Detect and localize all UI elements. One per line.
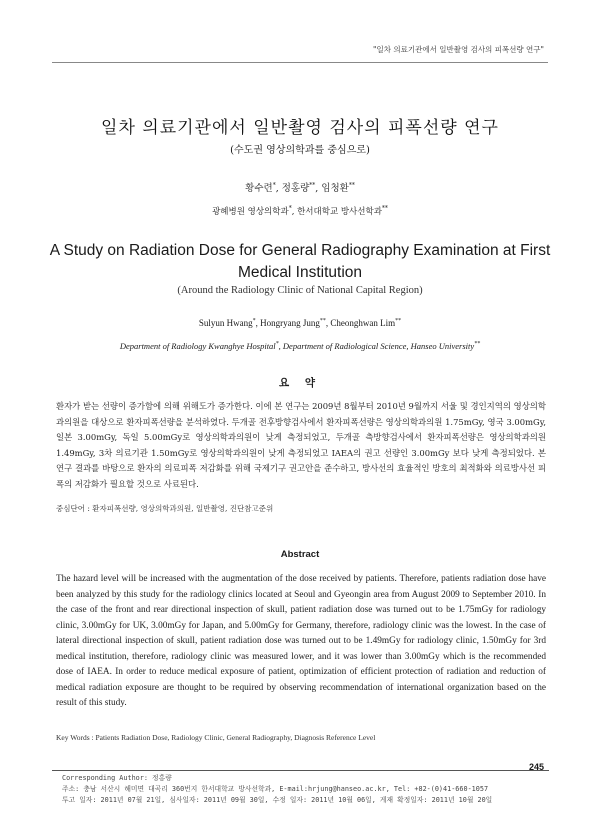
english-keywords: Key Words : Patients Radiation Dose, Radiology Clinic, General Radiography, Diagnosis Reference Level (56, 733, 376, 742)
affiliation-mark: ** (474, 341, 481, 348)
affiliation-mark: * (275, 341, 279, 348)
affiliation-name: Department of Radiological Science, Hanseo University (282, 341, 475, 351)
english-abstract-body: The hazard level will be increased with the augmentation of the dose received by patients. Therefore, patients radiation dose have been analyzed by this study for the radiology clinics located at Seoul and Gyeongin area from August 2009 to September 2010. In the case of the front and rear directional inspection of skull, patient radiation dose was turned out to be 1.75mGy for radiology clinic, 3.00mGy for UK, 3.00mGy for Japan, and 5.00mGy for Germany, therefore, radiology clinic was the lowest. In the case of lateral directional inspection of skull, patient radiation dose was turned out to be 1.49mGy for radiology clinic, 1.50mGy for 3rd medical institution, therefore, radiology clinic was measured lower, and it was lower than 3.00mGy which is the recommended dose of IAEA. In order to reduce medical exposure of patient, optimization of efficient protection of radiation and reduction of medical radiation exposure are thought to be required by observing recommendation of international organization based on the result of this study. (56, 574, 546, 708)
author-name: 정홍량 (281, 183, 310, 194)
korean-affiliations: 광혜병원 영상의학과*, 한서대학교 방사선학과** (212, 205, 388, 217)
english-authors: Sulyun Hwang*, Hongryang Jung**, Cheonghwan Lim** (198, 318, 402, 328)
corresponding-author-footer (52, 770, 549, 816)
korean-keywords: 중심단어 : 환자피폭선량, 영상의학과의원, 일반촬영, 진단참고준위 (56, 504, 274, 513)
affiliation-name: 광혜병원 영상의학과 (212, 207, 289, 217)
footer-line: Corresponding Author: 정홍량 (62, 774, 172, 782)
affiliation-mark: ** (381, 205, 388, 213)
korean-subtitle: (수도권 영상의학과를 중심으로) (230, 145, 370, 156)
author-mark: ** (309, 181, 316, 189)
korean-abstract-heading: 요 약 (279, 377, 321, 389)
author-mark: * (272, 181, 276, 189)
author-name: Sulyun Hwang (198, 318, 253, 328)
english-title: A Study on Radiation Dose for General Radiography Examination at First Medical Institution (49, 242, 551, 281)
affiliation-mark: * (288, 205, 292, 213)
korean-authors: 황수련*, 정홍량**, 임청환** (245, 181, 355, 194)
author-name: 임청환 (321, 183, 349, 194)
affiliation-name: 한서대학교 방사선학과 (297, 207, 382, 217)
header-divider (52, 62, 548, 63)
korean-abstract-body: 환자가 받는 선량이 증가함에 의해 위해도가 증가한다. 이에 본 연구는 2009년 8월부터 2010년 9월까지 서울 및 경인지역의 영상의학과의원을 대상으로 환자피폭선량을 분석하였다. 두개골 전후방향검사에서 환자피폭선량은 영상의학과의원 1.75mGy, 영국 3.00mGy, 일본 3.00mGy, 독일 5.00mGy로 영상의학과의원이 낮게 측정되었고, 두개골 측방향검사에서 환자피폭선량은 영상의학과의원 1.49mGy, 3차 의료기관 1.50mGy로 영상의학과의원이 낮게 측정되었고 IAEA의 권고 선량인 3.00mGy 보다 낮게 측정되었다. 본 연구 결과를 바탕으로 환자의 의료피폭 저감화를 위해 국제기구 권고안을 준수하고, 방사선의 효율적인 방호의 최적화와 의료방사선 피폭의 저감화가 필요할 것으로 사료된다. (56, 401, 546, 489)
affiliation-name: Department of Radiology Kwanghye Hospital (119, 341, 276, 351)
english-subtitle: (Around the Radiology Clinic of National Capital Region) (177, 285, 423, 296)
korean-title: 일차 의료기관에서 일반촬영 검사의 피폭선량 연구 (101, 118, 499, 138)
running-header: "일차 의료기관에서 일반촬영 검사의 피폭선량 연구" (373, 45, 544, 54)
author-mark: ** (395, 318, 402, 324)
author-mark: ** (348, 181, 355, 189)
author-mark: ** (319, 318, 326, 324)
page-number: 245 (528, 762, 544, 772)
footer-line: 투고 일자: 2011년 07월 21일, 심사일자: 2011년 09월 30일, 수정 일자: 2011년 10월 06일, 게재 확정일자: 2011년 10월 20일 (62, 796, 493, 804)
english-affiliations: Department of Radiology Kwanghye Hospital*, Department of Radiological Science, Hanseo University** (119, 341, 481, 351)
footer-line: 주소: 충남 서산시 해미면 대곡리 360번지 한서대학교 방사선학과, E-mail:hrjung@hanseo.ac.kr, Tel: +82-(0)41-660-1057 (62, 785, 489, 793)
author-name: Hongryang Jung (260, 318, 320, 328)
author-name: Cheonghwan Lim (330, 318, 396, 328)
author-name: 황수련 (245, 183, 273, 194)
english-abstract-heading: Abstract (280, 549, 320, 560)
author-mark: * (252, 318, 256, 324)
